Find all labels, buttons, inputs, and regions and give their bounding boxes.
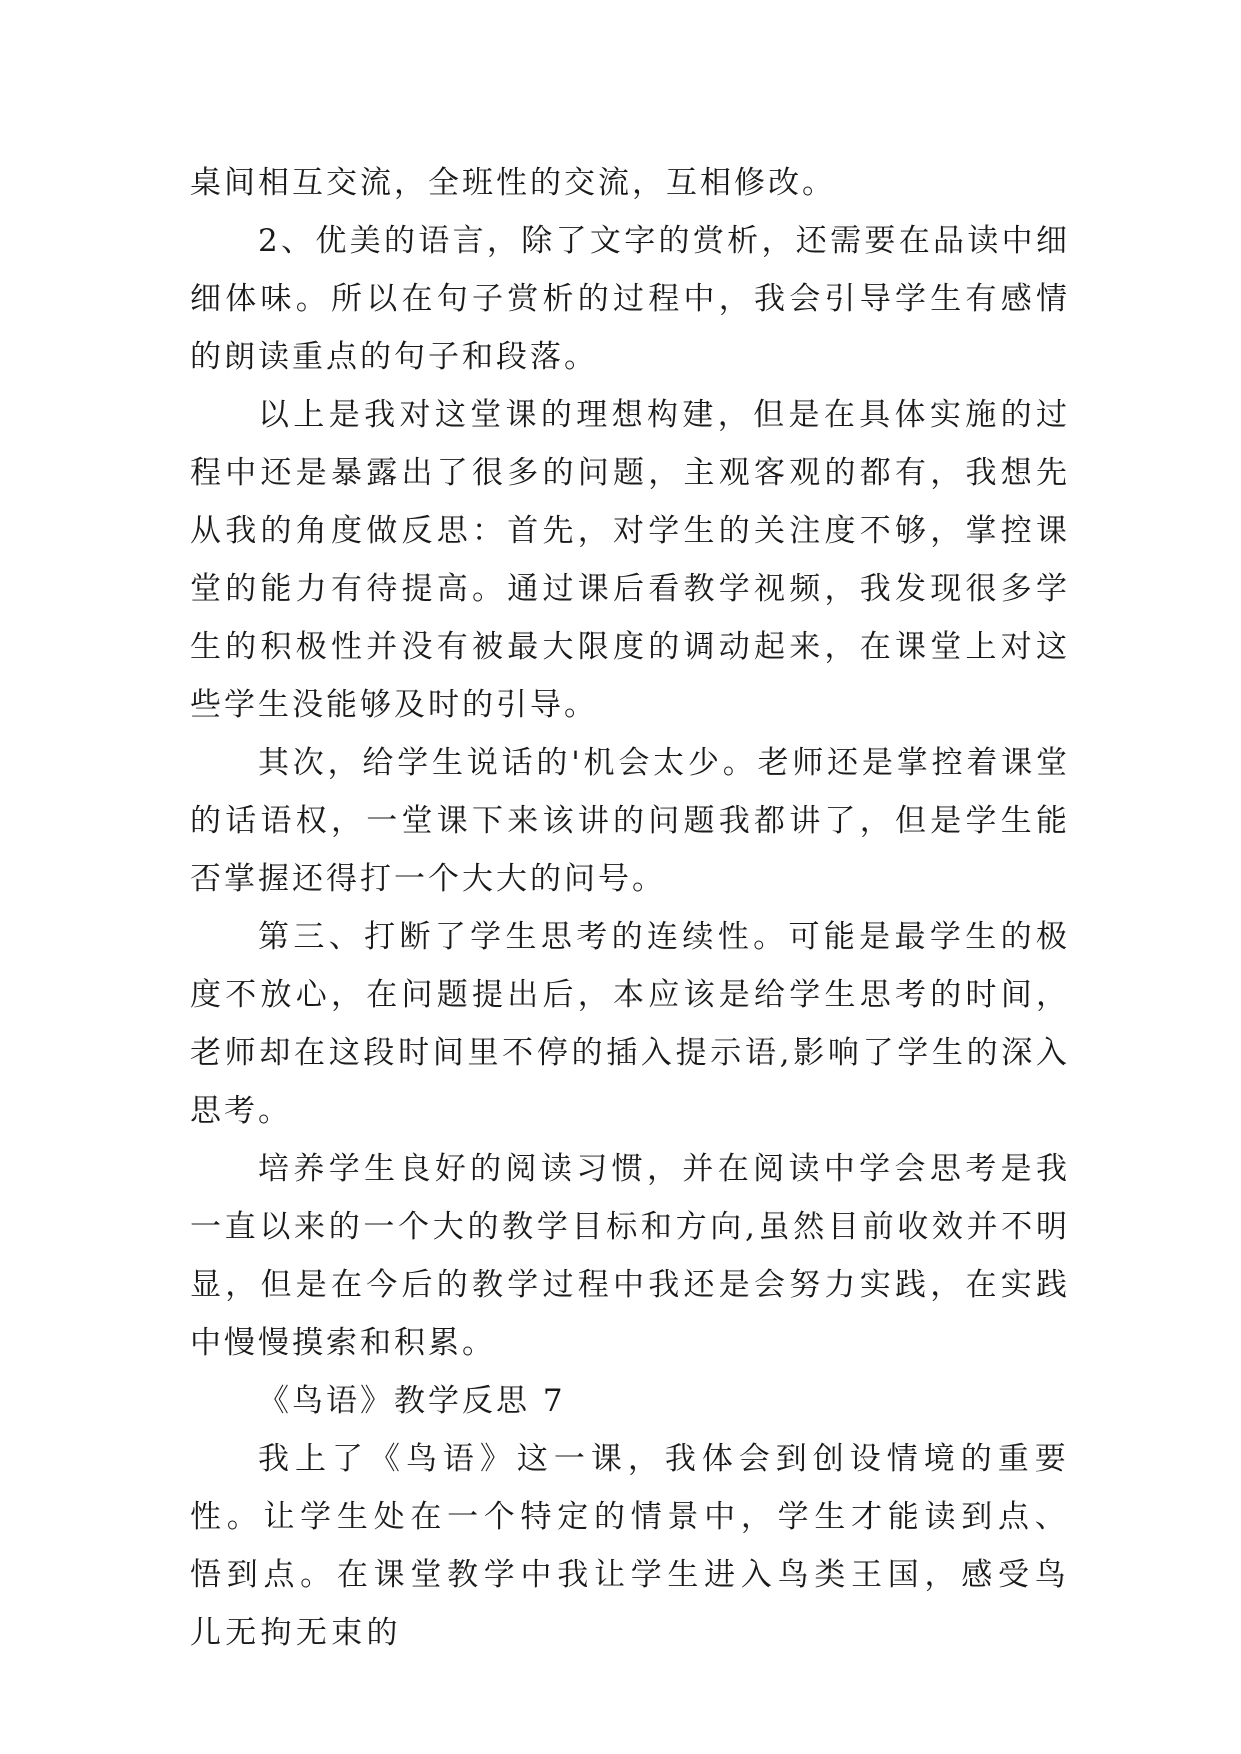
paragraph-4: 其次，给学生说话的'机会太少。老师还是掌控着课堂的话语权，一堂课下来该讲的问题我都讲了，但是学生能否掌握还得打一个大大的问号。: [190, 745, 1070, 897]
paragraph-2: 2、优美的语言，除了文字的赏析，还需要在品读中细细体味。所以在句子赏析的过程中，我会引导学生有感情的朗读重点的句子和段落。: [190, 223, 1070, 375]
paragraph-6: 培养学生良好的阅读习惯，并在阅读中学会思考是我一直以来的一个大的教学目标和方向,虽然目前收效并不明显，但是在今后的教学过程中我还是会努力实践，在实践中慢慢摸索和积累。: [190, 1151, 1070, 1361]
paragraph-final: 我上了《鸟语》这一课，我体会到创设情境的重要性。让学生处在一个特定的情景中，学生才能读到点、悟到点。在课堂教学中我让学生进入鸟类王国，感受鸟儿无拘无束的: [190, 1441, 1070, 1651]
paragraph-1: 桌间相互交流，全班性的交流，互相修改。: [190, 165, 836, 201]
paragraph-5: 第三、打断了学生思考的连续性。可能是最学生的极度不放心，在问题提出后，本应该是给学生思考的时间，老师却在这段时间里不停的插入提示语,影响了学生的深入思考。: [190, 919, 1070, 1129]
paragraph-3: 以上是我对这堂课的理想构建，但是在具体实施的过程中还是暴露出了很多的问题，主观客观的都有，我想先从我的角度做反思：首先，对学生的关注度不够，掌控课堂的能力有待提高。通过课后看教学视频，我发现很多学生的积极性并没有被最大限度的调动起来，在课堂上对这些学生没能够及时的引导。: [190, 397, 1070, 723]
section-heading: 《鸟语》教学反思 7: [258, 1383, 566, 1419]
document-body: [190, 154, 1070, 1662]
